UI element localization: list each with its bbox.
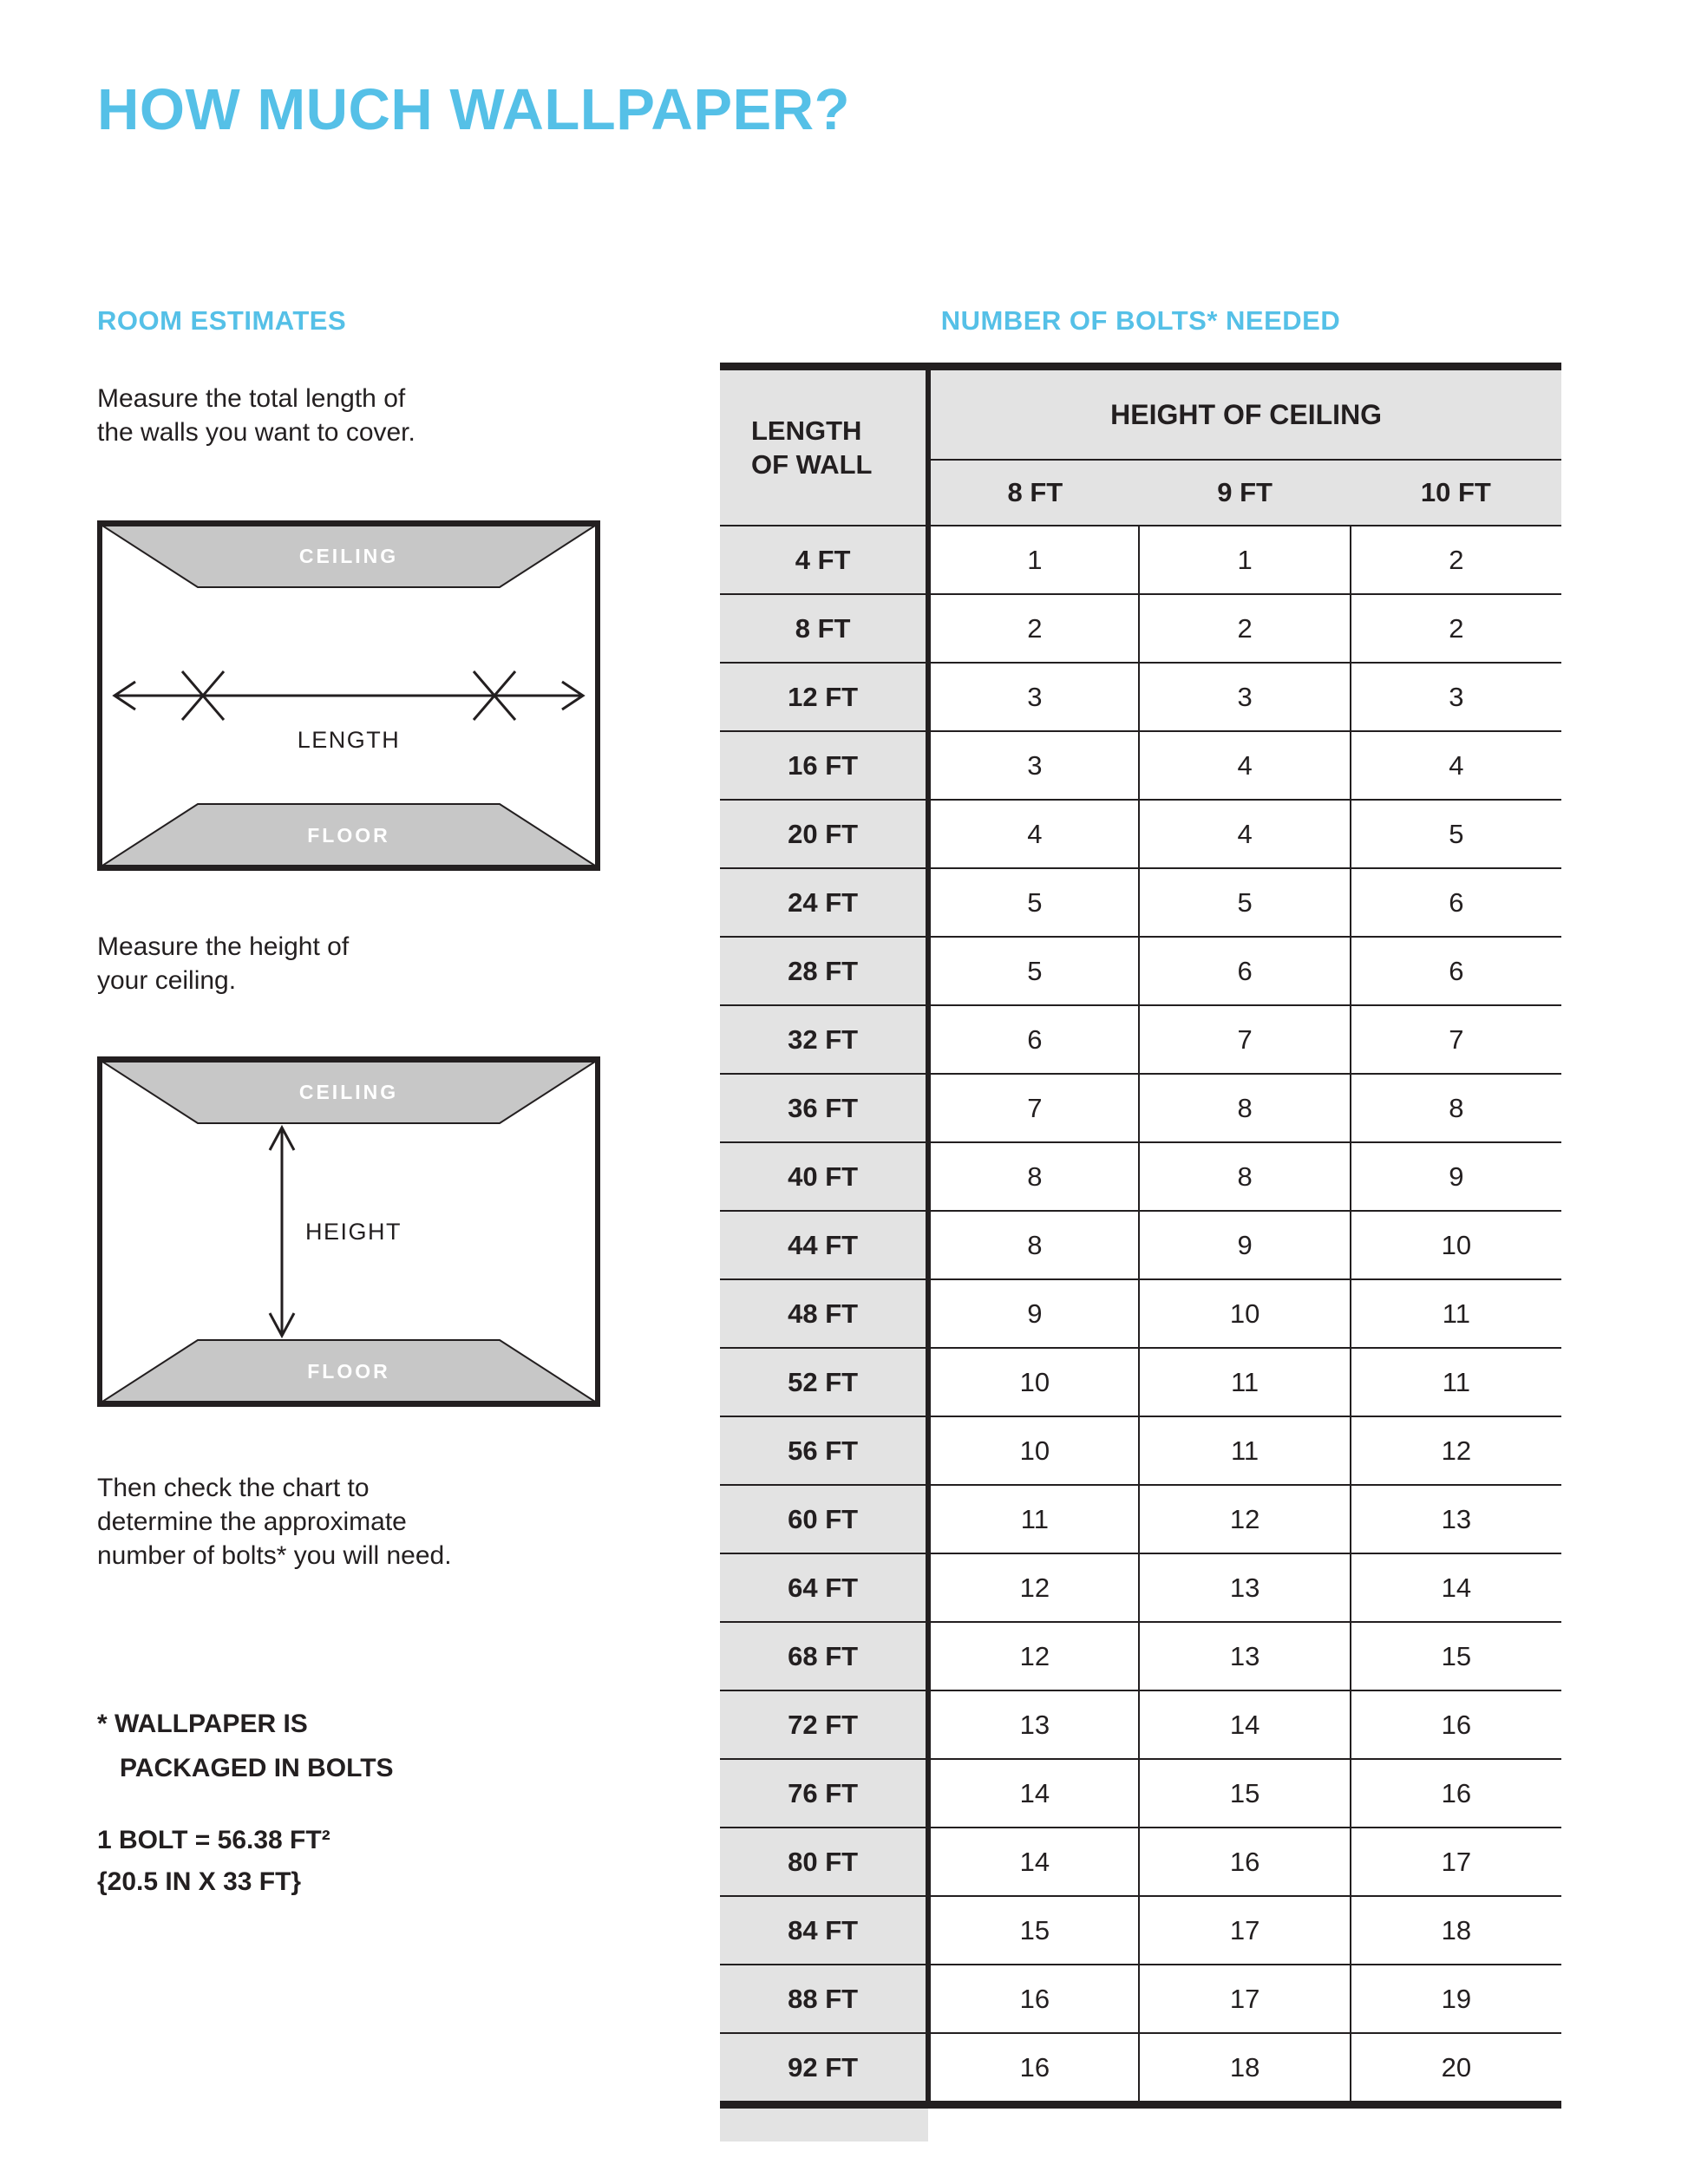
- table-row: [720, 2033, 1561, 2105]
- intro-length-text: [97, 382, 415, 449]
- row-label-cell: 12 FT: [720, 663, 928, 731]
- table-row: [720, 868, 1561, 937]
- value-cell: 18: [1351, 1896, 1561, 1965]
- floor-label: FLOOR: [307, 1360, 390, 1383]
- intro-chart-line-2: determine the approximate: [97, 1507, 407, 1536]
- table-row: [720, 1485, 1561, 1553]
- value-cell: 7: [928, 1074, 1139, 1142]
- value-cell: 9: [928, 1279, 1139, 1348]
- value-cell: 19: [1351, 1965, 1561, 2033]
- bolt-packaging-note: [97, 1702, 394, 1790]
- value-cell: 15: [928, 1896, 1139, 1965]
- row-label-cell: 20 FT: [720, 800, 928, 868]
- value-cell: 10: [1139, 1279, 1350, 1348]
- table-row: [720, 1690, 1561, 1759]
- value-cell: 3: [928, 731, 1139, 800]
- table-row: [720, 1759, 1561, 1828]
- value-cell: 2: [1351, 594, 1561, 663]
- row-label-cell: 60 FT: [720, 1485, 928, 1553]
- value-cell: 14: [1139, 1690, 1350, 1759]
- col-header-8ft: 8 FT: [928, 460, 1139, 526]
- intro-height-line-1: Measure the height of: [97, 932, 350, 961]
- value-cell: 10: [928, 1348, 1139, 1416]
- intro-chart-line-1: Then check the chart to: [97, 1474, 370, 1502]
- value-cell: 8: [1139, 1074, 1350, 1142]
- value-cell: 10: [928, 1416, 1139, 1485]
- row-label-cell: 92 FT: [720, 2033, 928, 2105]
- row-label-cell: 36 FT: [720, 1074, 928, 1142]
- value-cell: 9: [1139, 1211, 1350, 1279]
- value-cell: 4: [1351, 731, 1561, 800]
- value-cell: 7: [1139, 1005, 1350, 1074]
- intro-height-line-2: your ceiling.: [97, 966, 237, 995]
- row-label-cell: 24 FT: [720, 868, 928, 937]
- row-label-cell: 56 FT: [720, 1416, 928, 1485]
- row-label-cell: 4 FT: [720, 526, 928, 594]
- table-row: [720, 526, 1561, 594]
- value-cell: 16: [928, 1965, 1139, 2033]
- row-label-cell: 8 FT: [720, 594, 928, 663]
- value-cell: 2: [928, 594, 1139, 663]
- table-row: [720, 800, 1561, 868]
- room-height-diagram-svg: [97, 1056, 600, 1407]
- table-footer-stub: [720, 2109, 928, 2141]
- col-header-10ft: 10 FT: [1351, 460, 1561, 526]
- row-label-cell: 52 FT: [720, 1348, 928, 1416]
- corner-header-line-2: OF WALL: [751, 449, 873, 480]
- value-cell: 11: [1139, 1416, 1350, 1485]
- value-cell: 14: [1351, 1553, 1561, 1622]
- row-label-cell: 72 FT: [720, 1690, 928, 1759]
- bolt-spec-line-1: 1 BOLT = 56.38 FT²: [97, 1826, 330, 1854]
- row-label-cell: 40 FT: [720, 1142, 928, 1211]
- row-label-cell: 76 FT: [720, 1759, 928, 1828]
- value-cell: 3: [928, 663, 1139, 731]
- value-cell: 7: [1351, 1005, 1561, 1074]
- table-row: [720, 1348, 1561, 1416]
- value-cell: 4: [928, 800, 1139, 868]
- room-length-diagram-svg: [97, 520, 600, 871]
- table-row: [720, 1279, 1561, 1348]
- value-cell: 13: [1139, 1622, 1350, 1690]
- value-cell: 8: [928, 1211, 1139, 1279]
- col-header-9ft: 9 FT: [1139, 460, 1350, 526]
- ceiling-height-group-header: HEIGHT OF CEILING: [928, 367, 1561, 461]
- room-length-diagram: [97, 520, 600, 871]
- intro-length-line-2: the walls you want to cover.: [97, 418, 415, 447]
- value-cell: 13: [1351, 1485, 1561, 1553]
- value-cell: 8: [1139, 1142, 1350, 1211]
- row-label-cell: 84 FT: [720, 1896, 928, 1965]
- bolts-needed-heading: NUMBER OF BOLTS* NEEDED: [940, 305, 1341, 336]
- value-cell: 17: [1139, 1896, 1350, 1965]
- value-cell: 2: [1351, 526, 1561, 594]
- value-cell: 12: [1351, 1416, 1561, 1485]
- value-cell: 9: [1351, 1142, 1561, 1211]
- bolt-spec: [97, 1820, 330, 1903]
- value-cell: 5: [928, 937, 1139, 1005]
- value-cell: 6: [1351, 868, 1561, 937]
- bolts-table-head: [720, 367, 1561, 526]
- value-cell: 6: [928, 1005, 1139, 1074]
- row-label-cell: 64 FT: [720, 1553, 928, 1622]
- value-cell: 20: [1351, 2033, 1561, 2105]
- value-cell: 6: [1139, 937, 1350, 1005]
- value-cell: 12: [928, 1622, 1139, 1690]
- value-cell: 1: [928, 526, 1139, 594]
- value-cell: 5: [928, 868, 1139, 937]
- intro-chart-text: [97, 1471, 452, 1573]
- row-label-cell: 16 FT: [720, 731, 928, 800]
- intro-height-text: [97, 930, 349, 997]
- row-label-cell: 28 FT: [720, 937, 928, 1005]
- value-cell: 16: [928, 2033, 1139, 2105]
- value-cell: 12: [928, 1553, 1139, 1622]
- value-cell: 17: [1351, 1828, 1561, 1896]
- bolt-note-line-2: PACKAGED IN BOLTS: [120, 1754, 394, 1782]
- value-cell: 4: [1139, 800, 1350, 868]
- room-height-diagram: [97, 1056, 600, 1407]
- table-row: [720, 1142, 1561, 1211]
- bolts-table: [720, 363, 1561, 2109]
- value-cell: 15: [1139, 1759, 1350, 1828]
- intro-length-line-1: Measure the total length of: [97, 384, 406, 413]
- ceiling-label: CEILING: [298, 1081, 399, 1103]
- table-row: [720, 1622, 1561, 1690]
- value-cell: 16: [1139, 1828, 1350, 1896]
- value-cell: 16: [1351, 1759, 1561, 1828]
- table-row: [720, 1828, 1561, 1896]
- value-cell: 11: [1351, 1279, 1561, 1348]
- value-cell: 6: [1351, 937, 1561, 1005]
- value-cell: 2: [1139, 594, 1350, 663]
- table-row: [720, 1896, 1561, 1965]
- row-label-cell: 48 FT: [720, 1279, 928, 1348]
- value-cell: 4: [1139, 731, 1350, 800]
- value-cell: 8: [1351, 1074, 1561, 1142]
- value-cell: 13: [1139, 1553, 1350, 1622]
- row-label-cell: 68 FT: [720, 1622, 928, 1690]
- row-label-cell: 88 FT: [720, 1965, 928, 2033]
- corner-header-line-1: LENGTH: [751, 415, 862, 446]
- value-cell: 18: [1139, 2033, 1350, 2105]
- value-cell: 17: [1139, 1965, 1350, 2033]
- room-estimates-heading: ROOM ESTIMATES: [97, 305, 347, 336]
- value-cell: 8: [928, 1142, 1139, 1211]
- row-label-cell: 80 FT: [720, 1828, 928, 1896]
- value-cell: 10: [1351, 1211, 1561, 1279]
- row-label-cell: 32 FT: [720, 1005, 928, 1074]
- value-cell: 13: [928, 1690, 1139, 1759]
- length-measure-label: LENGTH: [297, 727, 401, 753]
- value-cell: 12: [1139, 1485, 1350, 1553]
- intro-chart-line-3: number of bolts* you will need.: [97, 1541, 452, 1570]
- height-measure-label: HEIGHT: [305, 1219, 402, 1245]
- value-cell: 11: [1139, 1348, 1350, 1416]
- row-label-cell: 44 FT: [720, 1211, 928, 1279]
- value-cell: 16: [1351, 1690, 1561, 1759]
- page-title: HOW MUCH WALLPAPER?: [97, 77, 851, 142]
- bolts-table-wrap: [720, 363, 1561, 2141]
- value-cell: 3: [1351, 663, 1561, 731]
- ceiling-label: CEILING: [298, 545, 399, 567]
- table-row: [720, 1965, 1561, 2033]
- table-row: [720, 1211, 1561, 1279]
- value-cell: 3: [1139, 663, 1350, 731]
- bolts-table-body: [720, 526, 1561, 2105]
- value-cell: 15: [1351, 1622, 1561, 1690]
- bolt-note-line-1: * WALLPAPER IS: [97, 1710, 308, 1738]
- table-row: [720, 594, 1561, 663]
- table-row: [720, 937, 1561, 1005]
- table-row: [720, 663, 1561, 731]
- bolt-spec-line-2: {20.5 IN X 33 FT}: [97, 1867, 302, 1896]
- value-cell: 5: [1139, 868, 1350, 937]
- value-cell: 14: [928, 1759, 1139, 1828]
- table-row: [720, 1005, 1561, 1074]
- table-row: [720, 1553, 1561, 1622]
- table-row: [720, 1074, 1561, 1142]
- value-cell: 11: [1351, 1348, 1561, 1416]
- value-cell: 5: [1351, 800, 1561, 868]
- table-row: [720, 1416, 1561, 1485]
- floor-label: FLOOR: [307, 824, 390, 847]
- corner-header-cell: [720, 367, 928, 526]
- value-cell: 11: [928, 1485, 1139, 1553]
- table-row: [720, 731, 1561, 800]
- value-cell: 1: [1139, 526, 1350, 594]
- value-cell: 14: [928, 1828, 1139, 1896]
